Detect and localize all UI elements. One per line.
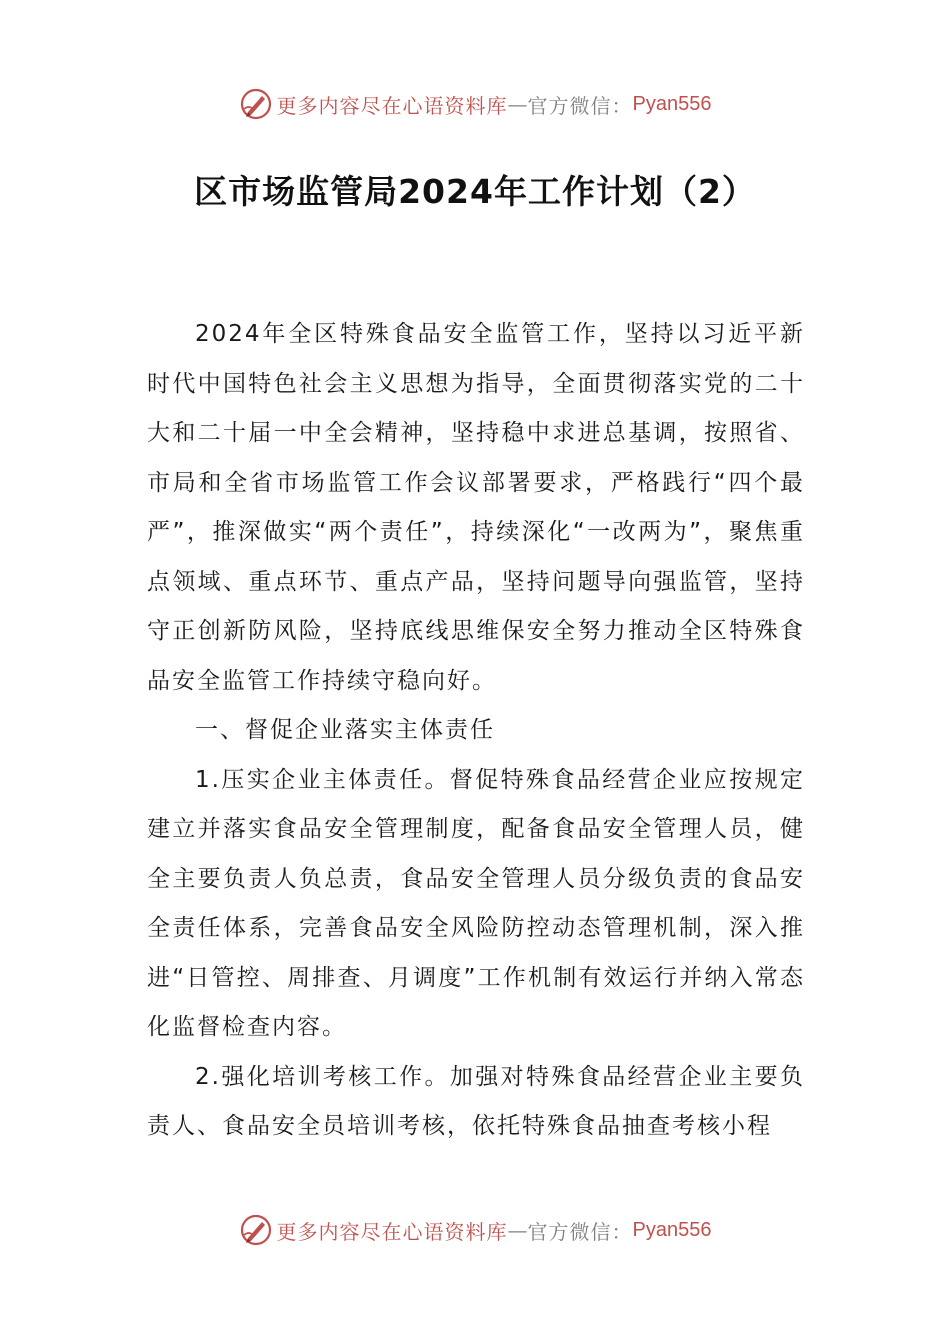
item-paragraph-2: 2.强化培训考核工作。加强对特殊食品经营企业主要负责人、食品安全员培训考核，依托特殊食品抽查考核小程 [147, 1063, 805, 1139]
pen-logo-icon [239, 1213, 273, 1247]
promo-text: 更多内容尽在心语资料库 [276, 93, 508, 118]
wechat-id: Pyan556 [632, 92, 712, 115]
wechat-label: 官方微信： [527, 93, 633, 118]
section-heading: 一、督促企业落实主体责任 [195, 717, 495, 743]
item-paragraph-1: 1.压实企业主体责任。督促特殊食品经营企业应按规定建立并落实食品安全管理制度，配备食品安全管理人员，健全主要负责人负总责，食品安全管理人员分级负责的食品安全责任体系，完善食品安全风险防控动态管理机制，深入推进“日管控、周排查、月调度”工作机制有效运行并纳入常态化监督检查内容。 [147, 766, 805, 1040]
document-title: 区市场监管局2024年工作计划（2） [194, 172, 756, 211]
intro-paragraph: 2024年全区特殊食品安全监管工作，坚持以习近平新时代中国特色社会主义思想为指导，全面贯彻落实党的二十大和二十届一中全会精神，坚持稳中求进总基调，按照省、市局和全省市场监管工作会议部署要求，严格践行“四个最严”，推深做实“两个责任”，持续深化“一改两为”，聚焦重点领域、重点环节、重点产品，坚持问题导向强监管，坚持守正创新防风险，坚持底线思维保安全努力推动全区特殊食品安全监管工作持续守稳向好。 [147, 321, 805, 694]
promo-separator: — [507, 92, 528, 116]
pen-logo-icon [239, 87, 273, 121]
document-body [147, 310, 805, 1152]
promo-separator: — [507, 1218, 528, 1242]
promo-text: 更多内容尽在心语资料库 [276, 1219, 508, 1244]
header-banner [0, 84, 950, 124]
wechat-id: Pyan556 [632, 1218, 712, 1241]
wechat-label: 官方微信： [527, 1219, 633, 1244]
footer-banner [0, 1210, 950, 1250]
